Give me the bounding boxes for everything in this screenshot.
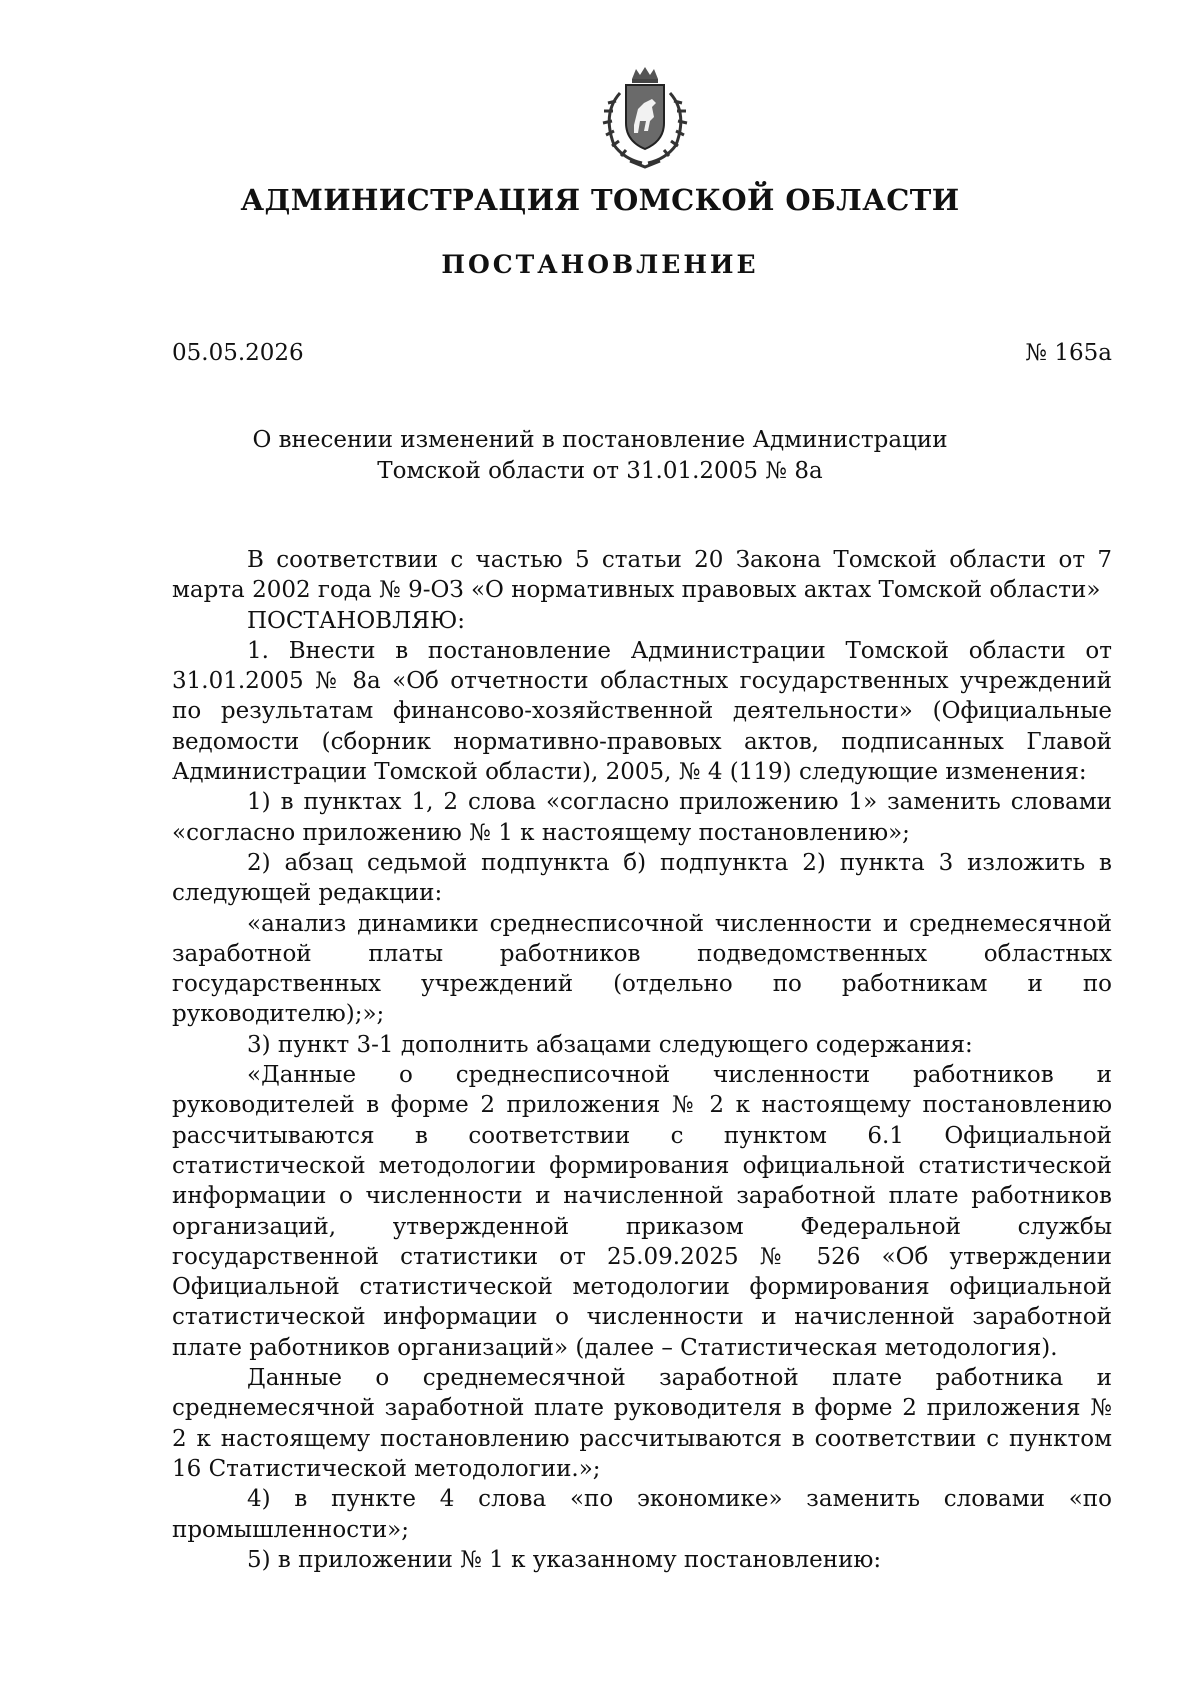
document-subject <box>0 425 1200 487</box>
paragraph: 3) пункт 3-1 дополнить абзацами следующего содержания: <box>247 1031 973 1058</box>
organization-title: АДМИНИСТРАЦИЯ ТОМСКОЙ ОБЛАСТИ <box>240 183 960 217</box>
paragraph: «Данные о среднесписочной численности работников и руководителей в форме 2 приложения № 2 к настоящему постановлению рассчитываются в соответствии с пунктом 6.1 Официальной статистической методологии формирования официальной статистической информации о численности и начисленной заработной плате работников организаций, утвержденной приказом Федеральной службы государственной статистики от 25.09.2025 № 526 «Об утверждении Официальной статистической методологии формирования официальной статистической информации о численности и начисленной заработной плате работников организаций» (далее – Статистическая методология). <box>172 1062 1112 1361</box>
paragraph: «анализ динамики среднесписочной численности и среднемесячной заработной платы работников подведомственных областных государственных учреждений (отдельно по работникам и по руководителю);»; <box>172 910 1112 1028</box>
document-body <box>172 545 1112 1575</box>
paragraph: В соответствии с частью 5 статьи 20 Закона Томской области от 7 марта 2002 года № 9-ОЗ «О нормативных правовых актах Томской области» <box>172 547 1112 604</box>
paragraph: 5) в приложении № 1 к указанному постановлению: <box>247 1546 882 1573</box>
document-date: 05.05.2026 <box>172 340 304 366</box>
document-number: № 165а <box>1025 340 1112 366</box>
paragraph: 4) в пункте 4 слова «по экономике» заменить словами «по промышленности»; <box>172 1486 1112 1543</box>
paragraph: 1) в пунктах 1, 2 слова «согласно приложению 1» заменить словами «согласно приложению № 1 к настоящему постановлению»; <box>172 789 1112 846</box>
paragraph: 1. Внести в постановление Администрации Томской области от 31.01.2005 № 8а «Об отчетности областных государственных учреждений по результатам финансово-хозяйственной деятельности» (Официальные ведомости (сборник нормативно-правовых актов, подписанных Главой Администрации Томской области), 2005, № 4 (119) следующие изменения: <box>172 637 1112 786</box>
paragraph: ПОСТАНОВЛЯЮ: <box>247 607 466 634</box>
subject-line: Томской области от 31.01.2005 № 8а <box>377 458 823 484</box>
subject-line: О внесении изменений в постановление Администрации <box>252 427 948 453</box>
paragraph: 2) абзац седьмой подпункта б) подпункта 2) пункта 3 изложить в следующей редакции: <box>172 849 1112 907</box>
paragraph: Данные о среднемесячной заработной плате работника и среднемесячной заработной плате руководителя в форме 2 приложения № 2 к настоящему постановлению рассчитываются в соответствии с пунктом 16 Статистической методологии.»; <box>172 1365 1112 1482</box>
document-type: ПОСТАНОВЛЕНИЕ <box>441 250 759 279</box>
coat-of-arms-icon <box>580 65 710 170</box>
